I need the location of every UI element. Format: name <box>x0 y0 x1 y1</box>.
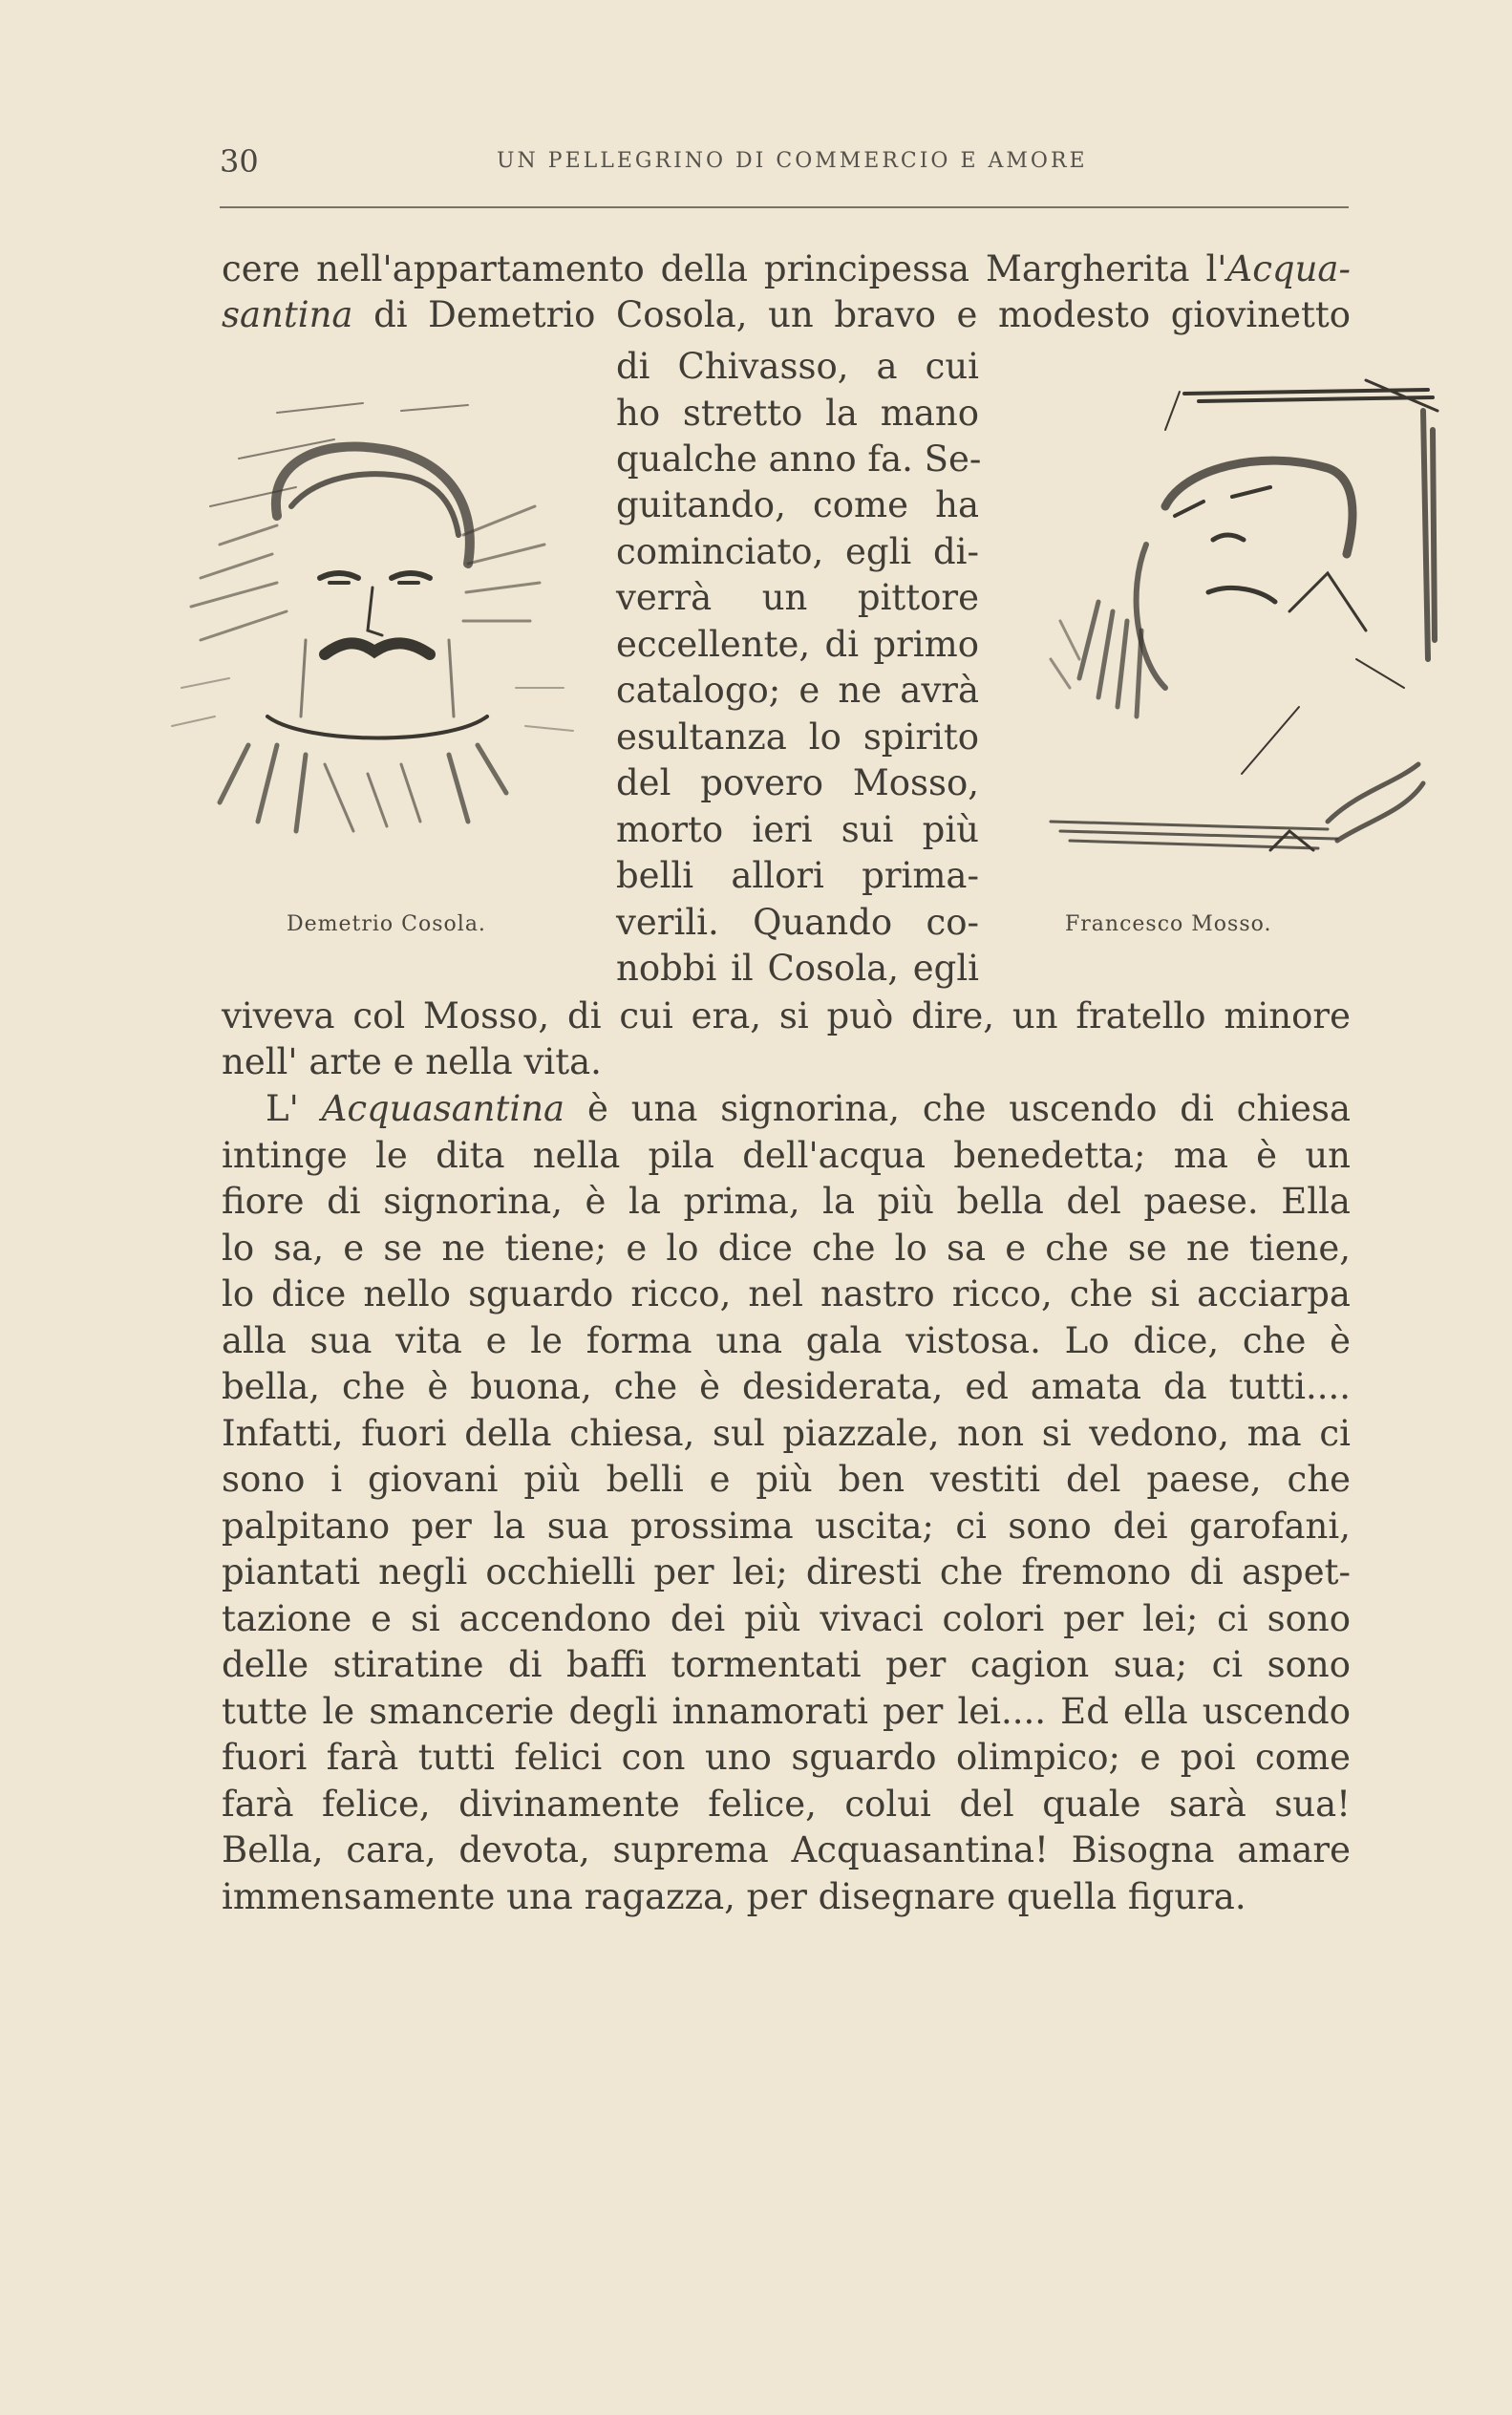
text-line: delle stiratine di baffi tormentati per cagion sua; ci sono <box>222 1644 1351 1685</box>
text-line: tazione e si accendono dei più vivaci colori per lei; ci sono <box>222 1598 1351 1639</box>
text-line: Bella, cara, devota, suprema Acquasantina! Bisogna amare <box>222 1829 1351 1870</box>
portrait-cosola <box>162 401 592 860</box>
text-line: intinge le dita nella pila dell'acqua benedetta; ma è un <box>222 1135 1351 1176</box>
text-line: sono i giovani più belli e più ben vestiti del paese, che <box>222 1459 1351 1500</box>
text-line: fuori farà tutti felici con uno sguardo olimpico; e poi come <box>222 1737 1351 1778</box>
text-line: palpitano per la sua prossima uscita; ci sono dei garofani, <box>222 1506 1351 1547</box>
text-line: eccellente, di primo <box>616 624 979 665</box>
text-line: catalogo; e ne avrà <box>616 670 979 711</box>
text-line: viveva col Mosso, di cui era, si può dire, un fratello minore <box>222 995 1351 1037</box>
header-rule <box>220 206 1349 208</box>
text-line: guitando, come ha <box>616 484 979 525</box>
text-line: alla sua vita e le forma una gala vistosa. Lo dice, che è <box>222 1320 1351 1361</box>
text-line: qualche anno fa. Se- <box>616 438 982 480</box>
text-line: piantati negli occhielli per lei; diresti che fremono di aspet- <box>222 1551 1351 1592</box>
text-line: nell' arte e nella vita. <box>222 1041 602 1082</box>
text-line: nobbi il Cosola, egli <box>616 948 979 989</box>
text-line: cere nell'appartamento della principessa Margherita l'Acqua- <box>222 248 1351 289</box>
text-line: fiore di signorina, è la prima, la più bella del paese. Ella <box>222 1181 1351 1222</box>
text-line: farà felice, divinamente felice, colui del quale sarà sua! <box>222 1784 1351 1825</box>
portrait-mosso <box>1041 373 1442 888</box>
text-line: di Chivasso, a cui <box>616 346 979 387</box>
text-line: lo dice nello sguardo ricco, nel nastro ricco, che si acciarpa <box>222 1273 1351 1314</box>
page-number: 30 <box>220 143 259 180</box>
text-line: esultanza lo spirito <box>616 716 979 758</box>
text-line: verili. Quando co- <box>616 902 979 943</box>
text-line: immensamente una ragazza, per disegnare quella figura. <box>222 1876 1246 1917</box>
text-line: L' Acquasantina è una signorina, che uscendo di chiesa <box>266 1088 1351 1129</box>
text-line: ho stretto la mano <box>616 393 979 434</box>
text-line: santina di Demetrio Cosola, un bravo e modesto giovinetto <box>222 294 1351 335</box>
caption-mosso: Francesco Mosso. <box>1065 912 1272 936</box>
text-line: bella, che è buona, che è desiderata, ed amata da tutti.... <box>222 1366 1351 1407</box>
text-line: morto ieri sui più <box>616 809 979 850</box>
text-line: verrà un pittore <box>616 577 979 618</box>
text-line: lo sa, e se ne tiene; e lo dice che lo sa e che se ne tiene, <box>222 1228 1351 1269</box>
text-line: cominciato, egli di- <box>616 531 979 572</box>
text-line: Infatti, fuori della chiesa, sul piazzale, non si vedono, ma ci <box>222 1413 1351 1454</box>
text-line: belli allori prima- <box>616 855 979 896</box>
text-line: del povero Mosso, <box>616 762 979 803</box>
caption-cosola: Demetrio Cosola. <box>287 912 486 936</box>
text-line: tutte le smancerie degli innamorati per lei.... Ed ella uscendo <box>222 1691 1351 1732</box>
running-title: UN PELLEGRINO DI COMMERCIO E AMORE <box>497 149 1088 173</box>
